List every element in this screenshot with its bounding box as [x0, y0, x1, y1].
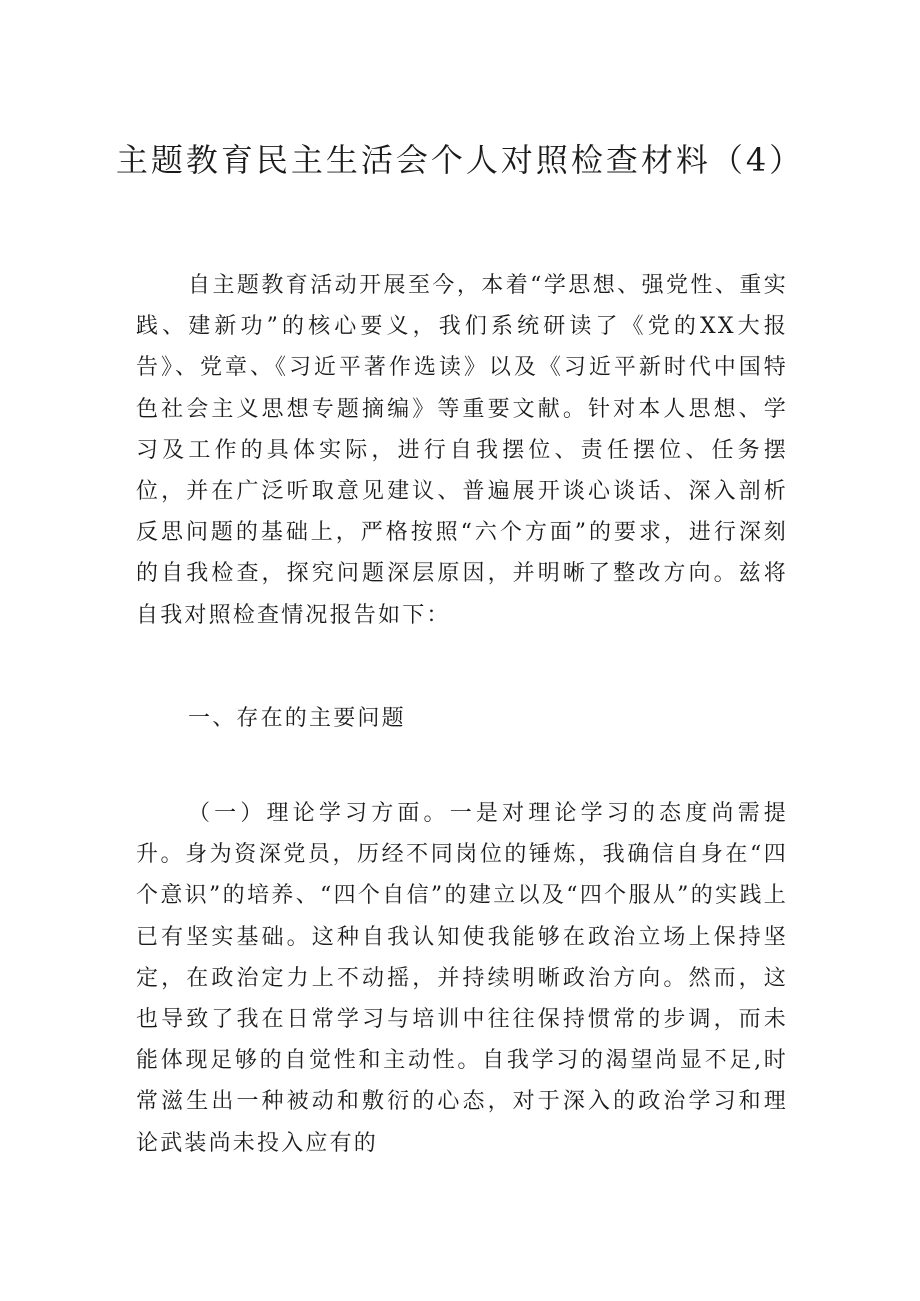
section-heading: 一、存在的主要问题: [188, 706, 406, 731]
document-title: 主题教育民主生活会个人对照检查材料（4）: [115, 141, 805, 179]
intro-paragraph: 自主题教育活动开展至今，本着“学思想、强党性、重实践、建新功”的核心要义，我们系统研读了《党的XX大报告》、党章、《习近平著作选读》以及《习近平新时代中国特色社会主义思想专题摘编》等重要文献。针对本人思想、学习及工作的具体实际，进行自我摆位、责任摆位、任务摆位，并在广泛听取意见建议、普遍展开谈心谈话、深入剖析反思问题的基础上，严格按照“六个方面”的要求，进行深刻的自我检查，探究问题深层原因，并明晰了整改方向。兹将自我对照检查情况报告如下：: [136, 273, 788, 628]
subsection-paragraph: （一）理论学习方面。一是对理论学习的态度尚需提升。身为资深党员，历经不同岗位的锤炼，我确信自身在“四个意识”的培养、“四个自信”的建立以及“四个服从”的实践上已有坚实基础。这种自我认知使我能够在政治立场上保持坚定，在政治定力上不动摇，并持续明晰政治方向。然而，这也导致了我在日常学习与培训中往往保持惯常的步调，而未能体现足够的自觉性和主动性。自我学习的渴望尚显不足,时常滋生出一种被动和敷衍的心态，对于深入的政治学习和理论武装尚未投入应有的: [136, 801, 788, 1156]
